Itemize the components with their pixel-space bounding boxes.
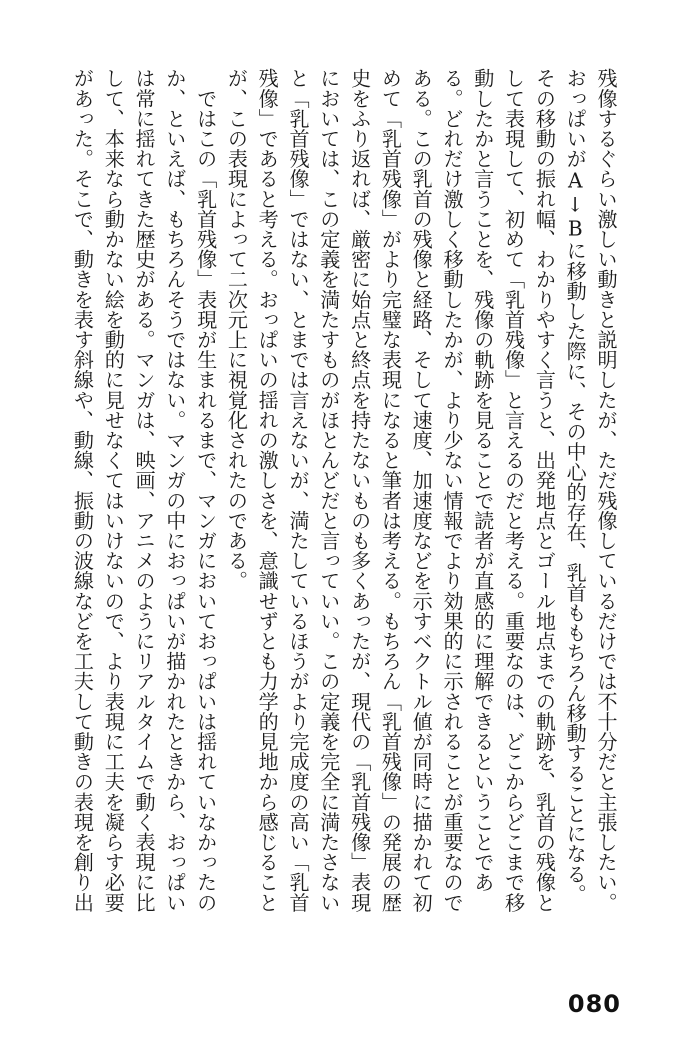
text-column: 史をふり返れば、厳密に始点と終点を持たないものも多くあったが、現代の「乳首残像」表現 [347,68,372,913]
text-column: においては、この定義を満たすものがほとんどだと言っていい。この定義を完全に満たさない [316,68,341,913]
text-column: して表現して、初めて「乳首残像」と言えるのだと考える。重要なのは、どこからどこまで移 [501,68,526,913]
text-column: おっぱいがA↓Bに移動した際に、その中心的存在、乳首ももちろん移動することになる。 [563,68,588,904]
text-column: があった。そこで、動きを表す斜線や、動線、振動の波線などを工夫して動きの表現を創り出 [70,68,95,913]
text-column: 残像」であると考える。おっぱいの揺れの激しさを、意識せずとも力学的見地から感じること [255,68,280,913]
text-column: その移動の振れ幅、わかりやすく言うと、出発地点とゴール地点までの軌跡を、乳首の残像と [532,68,557,913]
text-column: ではこの「乳首残像」表現が生まれるまで、マンガにおいておっぱいは揺れていなかったの [193,68,218,913]
body-text [67,68,621,913]
text-column: が、この表現によって二次元上に視覚化されたのである。 [224,68,249,591]
text-column: して、本来なら動かない絵を動的に見せなくてはいけないので、より表現に工夫を凝らす必要 [101,68,126,913]
text-column: ある。この乳首の残像と経路、そして速度、加速度などを示すベクトル値が同時に描かれて初 [409,68,434,913]
text-column: る。どれだけ激しく移動したかが、より少ない情報でより効果的に示されることが重要なので [440,68,465,913]
page-number: 080 [567,990,621,1018]
text-column: は常に揺れてきた歴史がある。マンガは、映画、アニメのようにリアルタイムで動く表現に比 [132,68,157,913]
text-column: 残像するぐらい激しい動きと説明したが、ただ残像しているだけでは不十分だと主張したい。 [594,68,618,913]
text-column: めて「乳首残像」がより完璧な表現になると筆者は考える。もちろん「乳首残像」の発展の歴 [378,68,403,913]
text-column: か、といえば、もちろんそうではない。マンガの中におっぱいが描かれたときから、おっぱい [162,68,187,913]
text-column: と「乳首残像」ではない、とまでは言えないが、満たしているほうがより完成度の高い「乳首 [286,68,311,913]
text-column: 動したかと言うことを、残像の軌跡を見ることで読者が直感的に理解できるということであ [470,68,495,893]
